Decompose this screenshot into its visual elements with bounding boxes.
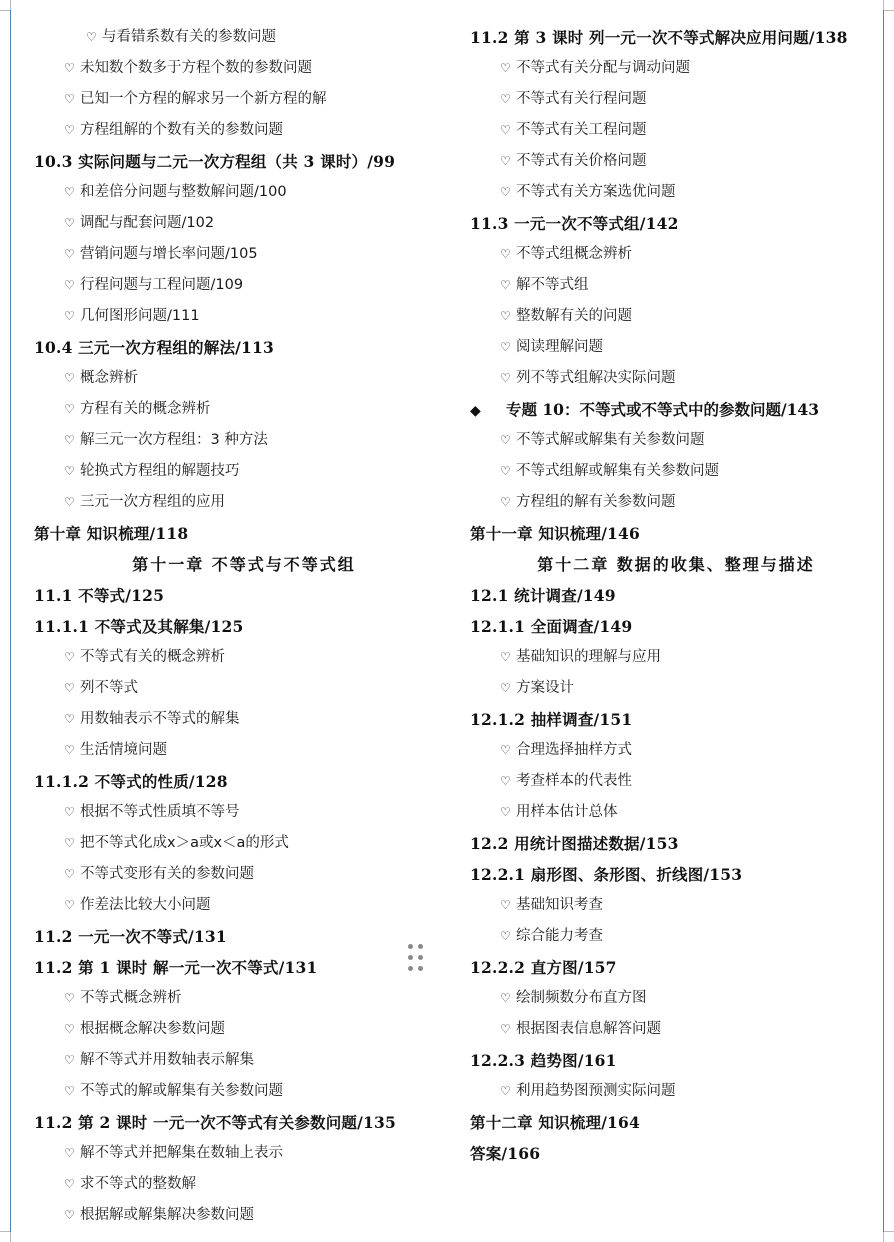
toc-subitem[interactable] (470, 983, 882, 1014)
heart-bullet-icon: ♡ (64, 743, 75, 757)
diamond-bullet-icon: ◆ (470, 403, 481, 419)
heart-bullet-icon: ♡ (500, 495, 511, 509)
heart-bullet-icon: ♡ (64, 991, 75, 1005)
heart-bullet-icon: ♡ (64, 495, 75, 509)
toc-entry-text: 第十一章 知识梳理/146 (470, 524, 641, 543)
toc-entry-text: 11.2 一元一次不等式/131 (34, 927, 227, 946)
toc-entry-text: 专题 10：不等式或不等式中的参数问题/143 (506, 400, 819, 419)
toc-section-heading[interactable] (34, 1107, 454, 1138)
toc-entry-text: 列不等式组解决实际问题 (516, 370, 676, 386)
toc-subitem[interactable] (34, 22, 454, 53)
toc-entry-text: 方程组的解有关参数问题 (516, 494, 676, 510)
toc-subitem[interactable] (470, 84, 882, 115)
toc-subitem[interactable] (34, 487, 454, 518)
toc-entry-text: 不等式有关行程问题 (516, 91, 647, 107)
toc-subitem[interactable] (34, 642, 454, 673)
toc-subitem[interactable] (34, 704, 454, 735)
heart-bullet-icon: ♡ (64, 1084, 75, 1098)
toc-section-heading[interactable] (470, 22, 882, 53)
toc-entry-text: 根据图表信息解答问题 (516, 1021, 661, 1037)
toc-entry-text: 不等式组解或解集有关参数问题 (516, 463, 719, 479)
toc-section-heading[interactable] (34, 611, 454, 642)
crop-mark (0, 1231, 10, 1232)
heart-bullet-icon: ♡ (500, 743, 511, 757)
toc-entry-text: 列不等式 (80, 680, 138, 696)
toc-entry-text: 不等式有关分配与调动问题 (516, 60, 690, 76)
toc-entry-text: 方程组解的个数有关的参数问题 (80, 122, 283, 138)
toc-subitem[interactable] (470, 1014, 882, 1045)
toc-entry-text: 11.1.2 不等式的性质/128 (34, 772, 228, 791)
crop-mark (10, 1232, 11, 1242)
toc-subitem[interactable] (34, 797, 454, 828)
toc-subitem[interactable] (34, 859, 454, 890)
heart-bullet-icon: ♡ (500, 1084, 511, 1098)
toc-subitem[interactable] (34, 673, 454, 704)
toc-entry-text: 12.2 用统计图描述数据/153 (470, 834, 679, 853)
heart-bullet-icon: ♡ (500, 247, 511, 261)
toc-entry-text: 三元一次方程组的应用 (80, 494, 225, 510)
heart-bullet-icon: ♡ (500, 433, 511, 447)
toc-right-column (470, 22, 882, 1169)
toc-subitem[interactable] (34, 270, 454, 301)
toc-entry-text: 把不等式化成x＞a或x＜a的形式 (80, 835, 289, 851)
toc-entry-text: 12.1.2 抽样调查/151 (470, 710, 633, 729)
toc-section-heading[interactable] (34, 766, 454, 797)
heart-bullet-icon: ♡ (64, 836, 75, 850)
toc-entry-text: 基础知识的理解与应用 (516, 649, 661, 665)
toc-subitem[interactable] (470, 487, 882, 518)
toc-entry-text: 作差法比较大小问题 (80, 897, 211, 913)
toc-entry-text: 不等式有关方案选优问题 (516, 184, 676, 200)
toc-subitem[interactable] (34, 115, 454, 146)
crop-mark (10, 0, 11, 10)
toc-entry-text: 12.2.1 扇形图、条形图、折线图/153 (470, 865, 743, 884)
toc-subitem[interactable] (34, 1169, 454, 1200)
heart-bullet-icon: ♡ (500, 61, 511, 75)
toc-subitem[interactable] (470, 363, 882, 394)
heart-bullet-icon: ♡ (64, 247, 75, 261)
toc-section-heading[interactable] (470, 704, 882, 735)
toc-subitem[interactable] (34, 301, 454, 332)
chapter-heading[interactable] (470, 549, 882, 580)
toc-subitem[interactable] (34, 394, 454, 425)
heart-bullet-icon: ♡ (500, 464, 511, 478)
toc-entry-text: 11.1.1 不等式及其解集/125 (34, 617, 244, 636)
heart-bullet-icon: ♡ (64, 433, 75, 447)
toc-entry-text: 已知一个方程的解求另一个新方程的解 (80, 91, 327, 107)
heart-bullet-icon: ♡ (500, 185, 511, 199)
toc-entry-text: 和差倍分问题与整数解问题/100 (80, 184, 287, 200)
toc-subitem[interactable] (34, 1138, 454, 1169)
heart-bullet-icon: ♡ (64, 1177, 75, 1191)
toc-entry-text: 综合能力考查 (516, 928, 603, 944)
toc-subitem[interactable] (34, 890, 454, 921)
toc-entry-text: 答案/166 (470, 1144, 541, 1163)
toc-subitem[interactable] (34, 53, 454, 84)
toc-entry-text: 12.1 统计调查/149 (470, 586, 616, 605)
heart-bullet-icon: ♡ (500, 278, 511, 292)
heart-bullet-icon: ♡ (500, 154, 511, 168)
toc-entry-text: 根据解或解集解决参数问题 (80, 1207, 254, 1223)
toc-entry-text: 11.2 第 3 课时 列一元一次不等式解决应用问题/138 (470, 28, 848, 47)
toc-entry-text: 轮换式方程组的解题技巧 (80, 463, 240, 479)
toc-entry-text: 绘制频数分布直方图 (516, 990, 647, 1006)
toc-subitem[interactable] (34, 363, 454, 394)
toc-subitem[interactable] (470, 797, 882, 828)
toc-subitem[interactable] (34, 828, 454, 859)
heart-bullet-icon: ♡ (86, 30, 97, 44)
toc-entry-text: 第十二章 数据的收集、整理与描述 (537, 555, 815, 574)
toc-special-topic[interactable] (470, 394, 882, 425)
heart-bullet-icon: ♡ (64, 216, 75, 230)
toc-subitem[interactable] (470, 673, 882, 704)
toc-entry-text: 12.1.1 全面调查/149 (470, 617, 633, 636)
toc-subitem[interactable] (34, 208, 454, 239)
toc-entry-text: 10.3 实际问题与二元一次方程组（共 3 课时）/99 (34, 152, 396, 171)
toc-section-heading[interactable] (470, 952, 882, 983)
crop-mark (883, 0, 884, 10)
heart-bullet-icon: ♡ (500, 371, 511, 385)
toc-subitem[interactable] (34, 425, 454, 456)
toc-entry-text: 根据概念解决参数问题 (80, 1021, 225, 1037)
heart-bullet-icon: ♡ (500, 1022, 511, 1036)
heart-bullet-icon: ♡ (64, 898, 75, 912)
toc-entry-text: 不等式组概念辨析 (516, 246, 632, 262)
heart-bullet-icon: ♡ (500, 123, 511, 137)
toc-entry-text: 用数轴表示不等式的解集 (80, 711, 240, 727)
toc-subitem[interactable] (34, 1200, 454, 1231)
toc-subitem[interactable] (470, 53, 882, 84)
toc-entry-text: 利用趋势图预测实际问题 (516, 1083, 676, 1099)
toc-section-heading[interactable] (470, 1138, 882, 1169)
heart-bullet-icon: ♡ (500, 92, 511, 106)
toc-subitem[interactable] (34, 1076, 454, 1107)
toc-entry-text: 解不等式并用数轴表示解集 (80, 1052, 254, 1068)
toc-subitem[interactable] (470, 270, 882, 301)
heart-bullet-icon: ♡ (64, 1208, 75, 1222)
heart-bullet-icon: ♡ (64, 185, 75, 199)
heart-bullet-icon: ♡ (500, 340, 511, 354)
toc-subitem[interactable] (34, 84, 454, 115)
toc-subitem[interactable] (34, 1045, 454, 1076)
toc-subitem[interactable] (34, 983, 454, 1014)
toc-section-heading[interactable] (470, 208, 882, 239)
heart-bullet-icon: ♡ (500, 774, 511, 788)
heart-bullet-icon: ♡ (500, 929, 511, 943)
toc-section-heading[interactable] (470, 1107, 882, 1138)
crop-mark (883, 1232, 884, 1242)
toc-section-heading[interactable] (470, 580, 882, 611)
toc-entry-text: 12.2.3 趋势图/161 (470, 1051, 617, 1070)
toc-subitem[interactable] (470, 425, 882, 456)
toc-subitem[interactable] (34, 735, 454, 766)
heart-bullet-icon: ♡ (500, 681, 511, 695)
heart-bullet-icon: ♡ (64, 464, 75, 478)
heart-bullet-icon: ♡ (500, 650, 511, 664)
heart-bullet-icon: ♡ (500, 898, 511, 912)
toc-entry-text: 11.1 不等式/125 (34, 586, 165, 605)
toc-section-heading[interactable] (470, 518, 882, 549)
heart-bullet-icon: ♡ (64, 712, 75, 726)
toc-entry-text: 不等式的解或解集有关参数问题 (80, 1083, 283, 1099)
toc-section-heading[interactable] (34, 952, 454, 983)
toc-subitem[interactable] (470, 301, 882, 332)
chapter-heading[interactable] (34, 549, 454, 580)
toc-entry-text: 与看错系数有关的参数问题 (102, 29, 276, 45)
toc-entry-text: 整数解有关的问题 (516, 308, 632, 324)
toc-entry-text: 不等式解或解集有关参数问题 (516, 432, 705, 448)
toc-entry-text: 不等式有关工程问题 (516, 122, 647, 138)
toc-entry-text: 阅读理解问题 (516, 339, 603, 355)
crop-mark (884, 10, 894, 11)
toc-subitem[interactable] (34, 239, 454, 270)
toc-section-heading[interactable] (470, 611, 882, 642)
toc-subitem[interactable] (470, 735, 882, 766)
crop-mark (0, 10, 10, 11)
crop-mark (884, 1231, 894, 1232)
toc-entry-text: 根据不等式性质填不等号 (80, 804, 240, 820)
toc-section-heading[interactable] (34, 921, 454, 952)
heart-bullet-icon: ♡ (500, 805, 511, 819)
toc-entry-text: 11.2 第 1 课时 解一元一次不等式/131 (34, 958, 318, 977)
toc-entry-text: 合理选择抽样方式 (516, 742, 632, 758)
heart-bullet-icon: ♡ (64, 867, 75, 881)
toc-subitem[interactable] (470, 921, 882, 952)
toc-subitem[interactable] (470, 177, 882, 208)
heart-bullet-icon: ♡ (500, 309, 511, 323)
toc-entry-text: 方程有关的概念辨析 (80, 401, 211, 417)
heart-bullet-icon: ♡ (64, 805, 75, 819)
heart-bullet-icon: ♡ (64, 371, 75, 385)
heart-bullet-icon: ♡ (64, 681, 75, 695)
heart-bullet-icon: ♡ (64, 309, 75, 323)
heart-bullet-icon: ♡ (64, 123, 75, 137)
toc-subitem[interactable] (470, 115, 882, 146)
toc-entry-text: 11.3 一元一次不等式组/142 (470, 214, 679, 233)
heart-bullet-icon: ♡ (64, 1022, 75, 1036)
toc-section-heading[interactable] (470, 1045, 882, 1076)
toc-entry-text: 几何图形问题/111 (80, 308, 200, 324)
toc-section-heading[interactable] (34, 332, 454, 363)
toc-entry-text: 行程问题与工程问题/109 (80, 277, 244, 293)
toc-subitem[interactable] (34, 456, 454, 487)
heart-bullet-icon: ♡ (64, 1146, 75, 1160)
toc-entry-text: 营销问题与增长率问题/105 (80, 246, 258, 262)
toc-subitem[interactable] (470, 332, 882, 363)
toc-section-heading[interactable] (34, 146, 454, 177)
toc-entry-text: 11.2 第 2 课时 一元一次不等式有关参数问题/135 (34, 1113, 396, 1132)
toc-entry-text: 求不等式的整数解 (80, 1176, 196, 1192)
toc-subitem[interactable] (470, 890, 882, 921)
toc-subitem[interactable] (470, 1076, 882, 1107)
toc-entry-text: 第十一章 不等式与不等式组 (132, 555, 356, 574)
toc-subitem[interactable] (34, 1014, 454, 1045)
toc-subitem[interactable] (470, 239, 882, 270)
toc-entry-text: 调配与配套问题/102 (80, 215, 215, 231)
heart-bullet-icon: ♡ (64, 402, 75, 416)
heart-bullet-icon: ♡ (64, 92, 75, 106)
toc-section-heading[interactable] (34, 580, 454, 611)
toc-entry-text: 解不等式并把解集在数轴上表示 (80, 1145, 283, 1161)
toc-entry-text: 未知数个数多于方程个数的参数问题 (80, 60, 312, 76)
toc-subitem[interactable] (470, 766, 882, 797)
toc-subitem[interactable] (470, 456, 882, 487)
toc-entry-text: 不等式变形有关的参数问题 (80, 866, 254, 882)
toc-entry-text: 方案设计 (516, 680, 574, 696)
toc-entry-text: 10.4 三元一次方程组的解法/113 (34, 338, 274, 357)
toc-entry-text: 不等式有关价格问题 (516, 153, 647, 169)
heart-bullet-icon: ♡ (500, 991, 511, 1005)
toc-entry-text: 12.2.2 直方图/157 (470, 958, 617, 977)
toc-entry-text: 不等式概念辨析 (80, 990, 182, 1006)
toc-left-column (34, 22, 454, 1231)
toc-entry-text: 生活情境问题 (80, 742, 167, 758)
toc-entry-text: 解三元一次方程组：3 种方法 (80, 432, 268, 448)
toc-subitem[interactable] (470, 146, 882, 177)
toc-entry-text: 第十章 知识梳理/118 (34, 524, 189, 543)
toc-entry-text: 解不等式组 (516, 277, 589, 293)
toc-section-heading[interactable] (34, 518, 454, 549)
toc-entry-text: 第十二章 知识梳理/164 (470, 1113, 641, 1132)
toc-section-heading[interactable] (470, 859, 882, 890)
toc-entry-text: 不等式有关的概念辨析 (80, 649, 225, 665)
heart-bullet-icon: ♡ (64, 650, 75, 664)
heart-bullet-icon: ♡ (64, 1053, 75, 1067)
heart-bullet-icon: ♡ (64, 61, 75, 75)
toc-subitem[interactable] (470, 642, 882, 673)
toc-subitem[interactable] (34, 177, 454, 208)
toc-entry-text: 概念辨析 (80, 370, 138, 386)
toc-entry-text: 用样本估计总体 (516, 804, 618, 820)
toc-entry-text: 考查样本的代表性 (516, 773, 632, 789)
toc-section-heading[interactable] (470, 828, 882, 859)
toc-entry-text: 基础知识考查 (516, 897, 603, 913)
drag-handle-icon[interactable] (408, 944, 426, 972)
heart-bullet-icon: ♡ (64, 278, 75, 292)
